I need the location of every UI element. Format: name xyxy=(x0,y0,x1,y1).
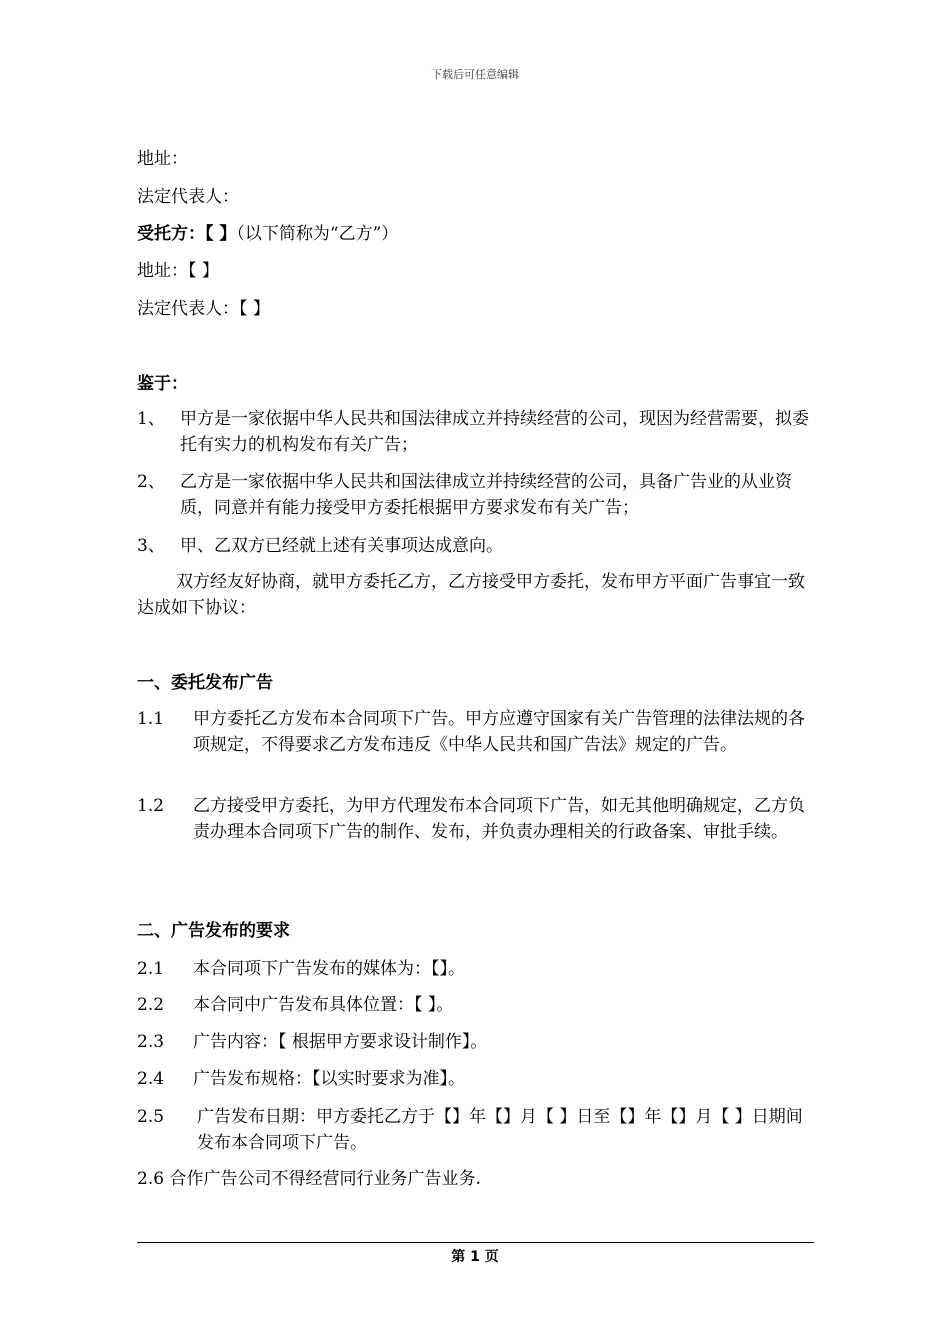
clause-1-2-num: 1.2 xyxy=(137,796,165,816)
agreement-paragraph: 双方经友好协商，就甲方委托乙方，乙方接受甲方委托，发布甲方平面广告事宜一致达成如下协议： xyxy=(137,572,805,618)
whereas-item-3-num: 3、 xyxy=(137,536,165,556)
page-number: 第 1 页 xyxy=(451,1249,499,1265)
clause-2-3-num: 2.3 xyxy=(137,1032,165,1052)
clause-2-4-num: 2.4 xyxy=(137,1069,165,1089)
clause-2-2-text: 本合同中广告发布具体位置：【 】。 xyxy=(193,995,454,1015)
party-b-line xyxy=(137,221,398,247)
party-b-representative: 法定代表人：【 】 xyxy=(137,299,270,319)
clause-1-2-text: 乙方接受甲方委托，为甲方代理发布本合同项下广告，如无其他明确规定，乙方负责办理本合同项下广告的制作、发布，并负责办理相关的行政备案、审批手续。 xyxy=(193,796,805,842)
clause-2-2-num: 2.2 xyxy=(137,995,165,1015)
clause-2-6: 2.6 合作广告公司不得经营同行业务广告业务. xyxy=(137,1169,481,1189)
whereas-item-1-text: 甲方是一家依据中华人民共和国法律成立并持续经营的公司，现因为经营需要，拟委托有实力的机构发布有关广告； xyxy=(180,409,809,455)
clause-2-3-text: 广告内容：【 根据甲方要求设计制作】。 xyxy=(193,1032,488,1052)
whereas-item-2-text: 乙方是一家依据中华人民共和国法律成立并持续经营的公司，具备广告业的从业资质，同意并有能力接受甲方委托根据甲方要求发布有关广告； xyxy=(180,472,792,518)
whereas-item-3-text: 甲、乙双方已经就上述有关事项达成意向。 xyxy=(180,536,503,556)
whereas-heading: 鉴于： xyxy=(137,374,188,394)
clause-2-1-text: 本合同项下广告发布的媒体为：【】。 xyxy=(193,959,465,979)
section-1-heading: 一、委托发布广告 xyxy=(137,673,273,693)
page-header: 下载后可任意编辑 xyxy=(431,68,519,81)
party-b-address: 地址：【 】 xyxy=(137,261,219,281)
whereas-item-1-num: 1、 xyxy=(137,409,165,429)
clause-2-5-num: 2.5 xyxy=(137,1107,165,1127)
party-a-representative: 法定代表人： xyxy=(137,187,239,207)
party-b-suffix: （以下简称为“乙方”） xyxy=(236,224,399,244)
whereas-item-2-num: 2、 xyxy=(137,472,165,492)
clause-2-5-text: 广告发布日期：甲方委托乙方于【】年【】月【 】日至【】年【】月【 】日期间发布本合同项下广告。 xyxy=(197,1107,803,1153)
clause-1-1-text: 甲方委托乙方发布本合同项下广告。甲方应遵守国家有关广告管理的法律法规的各项规定，不得要求乙方发布违反《中华人民共和国广告法》规定的广告。 xyxy=(193,709,805,755)
clause-2-1-num: 2.1 xyxy=(137,959,165,979)
section-2-heading: 二、广告发布的要求 xyxy=(137,921,290,941)
clause-1-1-num: 1.1 xyxy=(137,709,165,729)
party-a-address: 地址： xyxy=(137,149,188,169)
footer-divider xyxy=(137,1242,814,1243)
party-b-label: 受托方：【 】 xyxy=(137,224,237,244)
clause-2-4-text: 广告发布规格：【以实时要求为准】。 xyxy=(193,1069,465,1089)
